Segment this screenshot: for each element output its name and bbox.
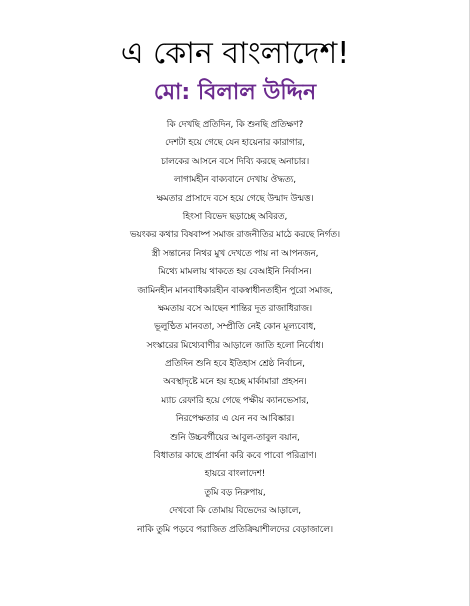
poem-line: লাগামহীন বাক্যবানে দেখায় ঔদ্ধত্য, [174, 175, 296, 186]
poem-line: ক্ষমতায় বসে আছেন শান্তির দূত রাজাধিরাজ। [158, 303, 312, 314]
poem-line: শুনি উচ্চবর্গীয়ের আবুল-তাবুল বয়ান, [170, 432, 300, 443]
poem-title: এ কোন বাংলাদেশ! [120, 36, 350, 71]
poem-line: নাকি তুমি পড়বে পরাজিত প্রতিক্রিয়াশীলদের বেড়াজালে। [137, 524, 333, 535]
poem-line: ভূলুণ্ঠিত মানবতা, সম্প্রীতি নেই কোন মূল্যবোধ, [154, 322, 316, 333]
poem-line: নিরপেক্ষতার এ যেন নব আবিষ্কার। [175, 414, 295, 425]
poem-line: সংস্কারের মিথ্যেবাণীর আড়ালে জাতি হলো নির্বোধ। [146, 340, 324, 351]
poem-line: জামিনহীন মানবাধিকারহীন বাকস্বাধীনতাহীন পুরো সমাজ, [137, 285, 333, 296]
poem-line: বিধাতার কাছে প্রার্থনা করি কবে পাবো পরিত্রাণ। [153, 451, 317, 462]
poem-line: হায়রে বাংলাদেশ! [204, 469, 266, 480]
poem-line: ভয়ংকর কথার বিষবাষ্প সমাজ রাজনীতির মাঠে করছে নির্গত। [130, 230, 340, 241]
poem-line: স্ত্রী সন্তানের নিথর মুখ দেখতে পায় না আপনজন, [151, 248, 319, 259]
poem-line: অবস্থাদৃষ্টে মনে হয় হচ্ছে মার্কামারা প্রহসন। [163, 377, 307, 388]
poem-line: চালকের আসনে বসে দিব্যি করছে অনাচার। [160, 156, 310, 167]
poem-line: ম্যাচ রেফারি হয়ে গেছে পক্ষীয় ক্যানভেসার, [161, 395, 309, 406]
poem-line: কি দেখছি প্রতিদিন, কি শুনছি প্রতিক্ষণ? [166, 120, 304, 130]
poem-line: হিংসা বিভেদ ছড়াচ্ছে অবিরত, [182, 211, 288, 222]
poem-line: দেশটা হয়ে গেছে যেন হায়েনার কারাগার, [165, 138, 305, 149]
poem-line: ক্ষমতার প্রাসাদে বসে হয়ে গেছে উন্মাদ উন্মত্ত। [156, 193, 314, 204]
poem-line: দেখবো কি তোমায় বিভেদের আড়ালে, [169, 506, 301, 517]
poem-line: মিথ্যে মামলায় থাকতে হয় বেআইনি নির্বাসন। [158, 267, 312, 278]
poem-line: প্রতিদিন শুনি হবে ইতিহাস শ্রেষ্ঠ নির্বাচন, [165, 359, 305, 370]
poem-line: তুমি বড় নিরুপায়, [204, 487, 266, 498]
poem-author: মো: বিলাল উদ্দিন [153, 80, 317, 105]
poem-body [0, 116, 470, 539]
